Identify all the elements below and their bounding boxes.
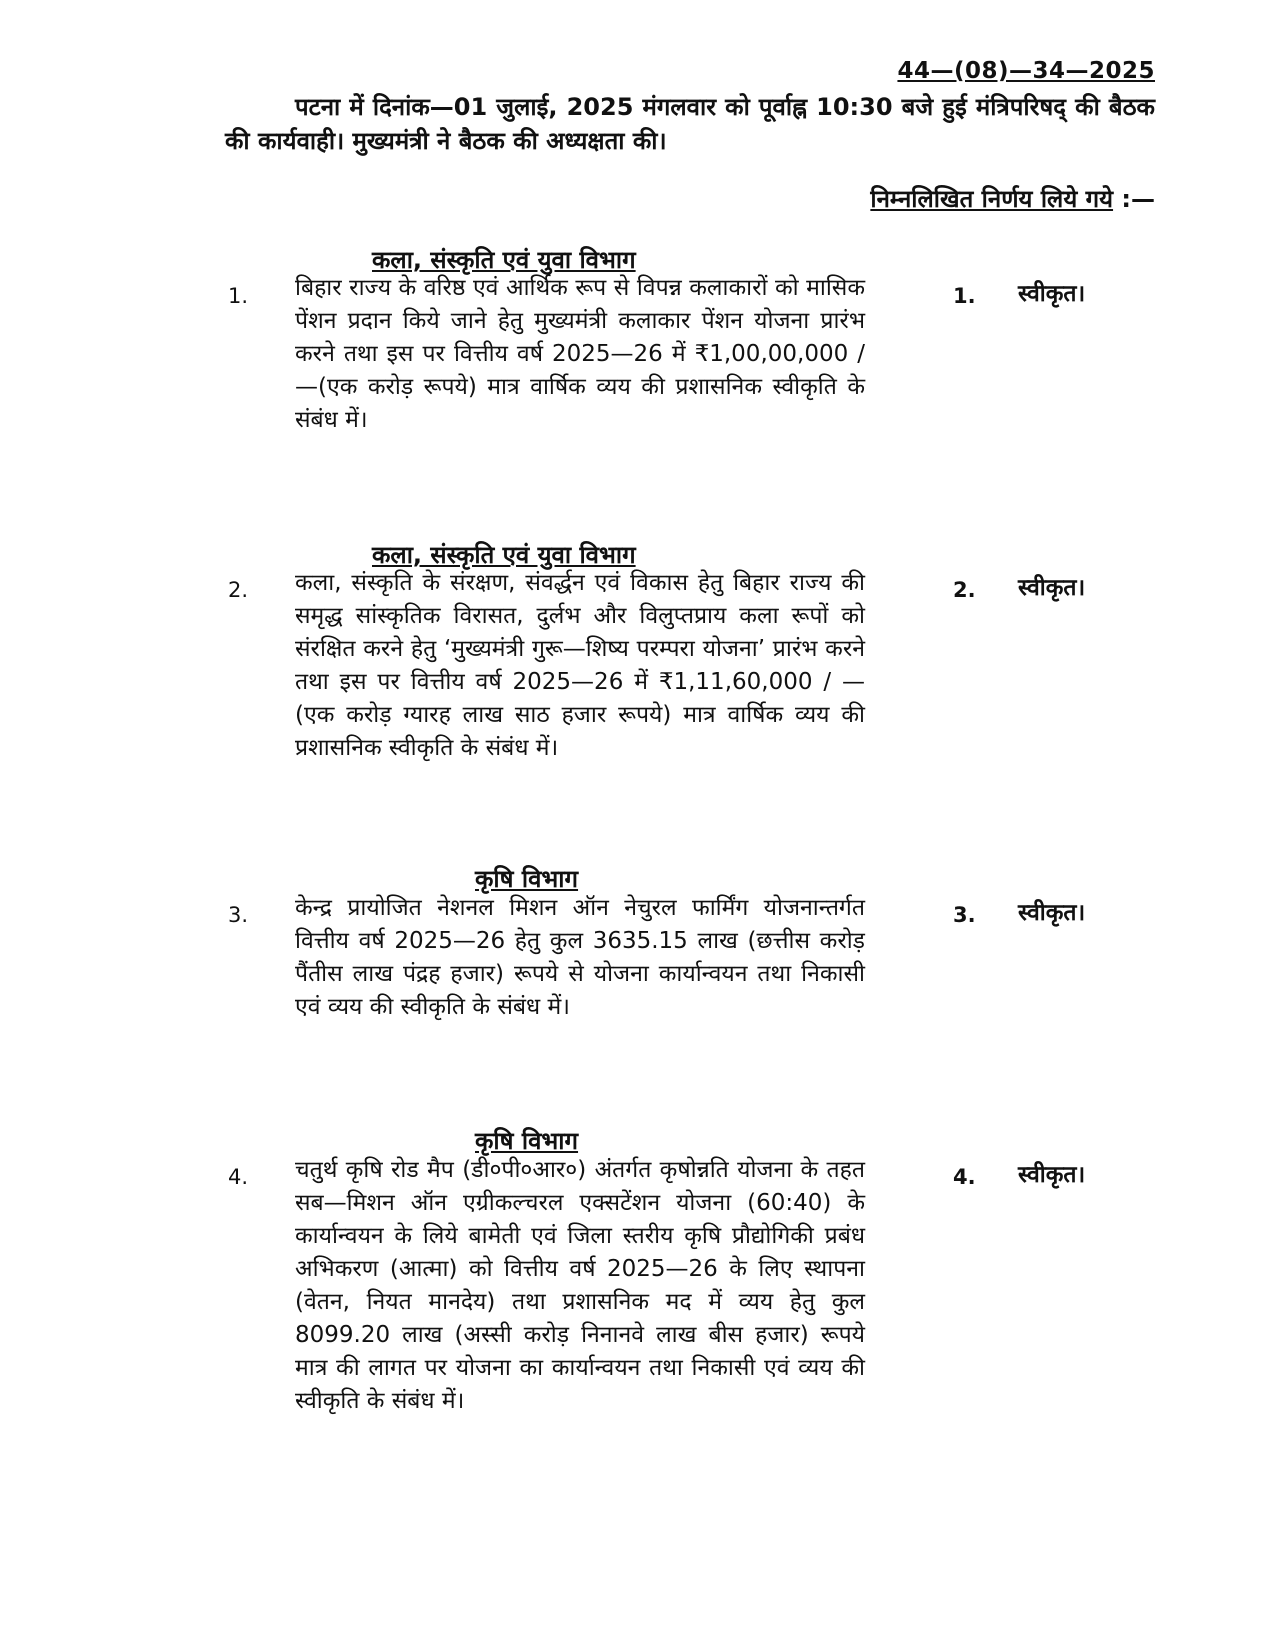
item-text: चतुर्थ कृषि रोड मैप (डी०पी०आर०) अंतर्गत कृषोन्नति योजना के तहत सब—मिशन ऑन एग्रीकल्चरल एक्सटेंशन योजना (60:40) के कार्यान्वयन के लिये बामेती एवं जिला स्तरीय कृषि प्रौद्योगिकी प्रबंध अभिकरण (आत्मा) को वित्तीय वर्ष 2025—26 के लिए स्थापना (वेतन, नियत मानदेय) तथा प्रशासनिक मद में व्यय हेतु कुल 8099.20 लाख (अस्सी करोड़ निनानवे लाख बीस हजार) रूपये मात्र की लागत पर योजना का कार्यान्वयन तथा निकासी एवं व्यय की स्वीकृति के संबंध में।	[295, 1157, 865, 1414]
item-text: बिहार राज्य के वरिष्ठ एवं आर्थिक रूप से विपन्न कलाकारों को मासिक पेंशन प्रदान किये जाने हेतु मुख्यमंत्री कलाकार पेंशन योजना प्रारंभ करने तथा इस पर वित्तीय वर्ष 2025—26 में ₹1,00,00,000 / —(एक करोड़ रूपये) मात्र वार्षिक व्यय की प्रशासनिक स्वीकृति के संबंध में।	[295, 275, 865, 433]
item-number: 3.	[228, 903, 249, 927]
department-heading: कला, संस्कृति एवं युवा विभाग	[372, 246, 636, 274]
department-heading: कृषि विभाग	[475, 865, 579, 893]
decision-status: स्वीकृत।	[1018, 900, 1086, 926]
decision-number: 1.	[953, 284, 976, 308]
item-number: 1.	[228, 284, 249, 308]
decisions-heading-text: निम्नलिखित निर्णय लिये गये	[870, 185, 1114, 213]
item-text: केन्द्र प्रायोजित नेशनल मिशन ऑन नेचुरल फार्मिंग योजनान्तर्गत वित्तीय वर्ष 2025—26 हेतु कुल 3635.15 लाख (छत्तीस करोड़ पैंतीस लाख पंद्रह हजार) रूपये से योजना कार्यान्वयन तथा निकासी एवं व्यय की स्वीकृति के संबंध में।	[295, 895, 865, 1020]
item-number: 2.	[228, 578, 249, 602]
decision-status: स्वीकृत।	[1018, 575, 1086, 601]
decision-number: 2.	[953, 578, 976, 602]
item-number: 4.	[228, 1165, 249, 1189]
decision-status: स्वीकृत।	[1018, 281, 1086, 307]
reference-number: 44—(08)—34—2025	[897, 58, 1155, 84]
decision-number: 3.	[953, 903, 976, 927]
decisions-heading-suffix: :—	[1113, 185, 1155, 213]
department-heading: कला, संस्कृति एवं युवा विभाग	[372, 541, 636, 569]
decisions-heading	[870, 182, 1155, 215]
meeting-header: पटना में दिनांक—01 जुलाई, 2025 मंगलवार को पूर्वाह्न 10:30 बजे हुई मंत्रिपरिषद् की बैठक की कार्यवाही। मुख्यमंत्री ने बैठक की अध्यक्षता की।	[225, 93, 1155, 155]
department-heading: कृषि विभाग	[475, 1127, 579, 1155]
item-text: कला, संस्कृति के संरक्षण, संवर्द्धन एवं विकास हेतु बिहार राज्य की समृद्ध सांस्कृतिक विरासत, दुर्लभ और विलुप्तप्राय कला रूपों को संरक्षित करने हेतु ‘मुख्यमंत्री गुरू—शिष्य परम्परा योजना’ प्रारंभ करने तथा इस पर वित्तीय वर्ष 2025—26 में ₹1,11,60,000 / —(एक करोड़ ग्यारह लाख साठ हजार रूपये) मात्र वार्षिक व्यय की प्रशासनिक स्वीकृति के संबंध में।	[295, 570, 865, 761]
decision-number: 4.	[953, 1165, 976, 1189]
decision-status: स्वीकृत।	[1018, 1162, 1086, 1188]
